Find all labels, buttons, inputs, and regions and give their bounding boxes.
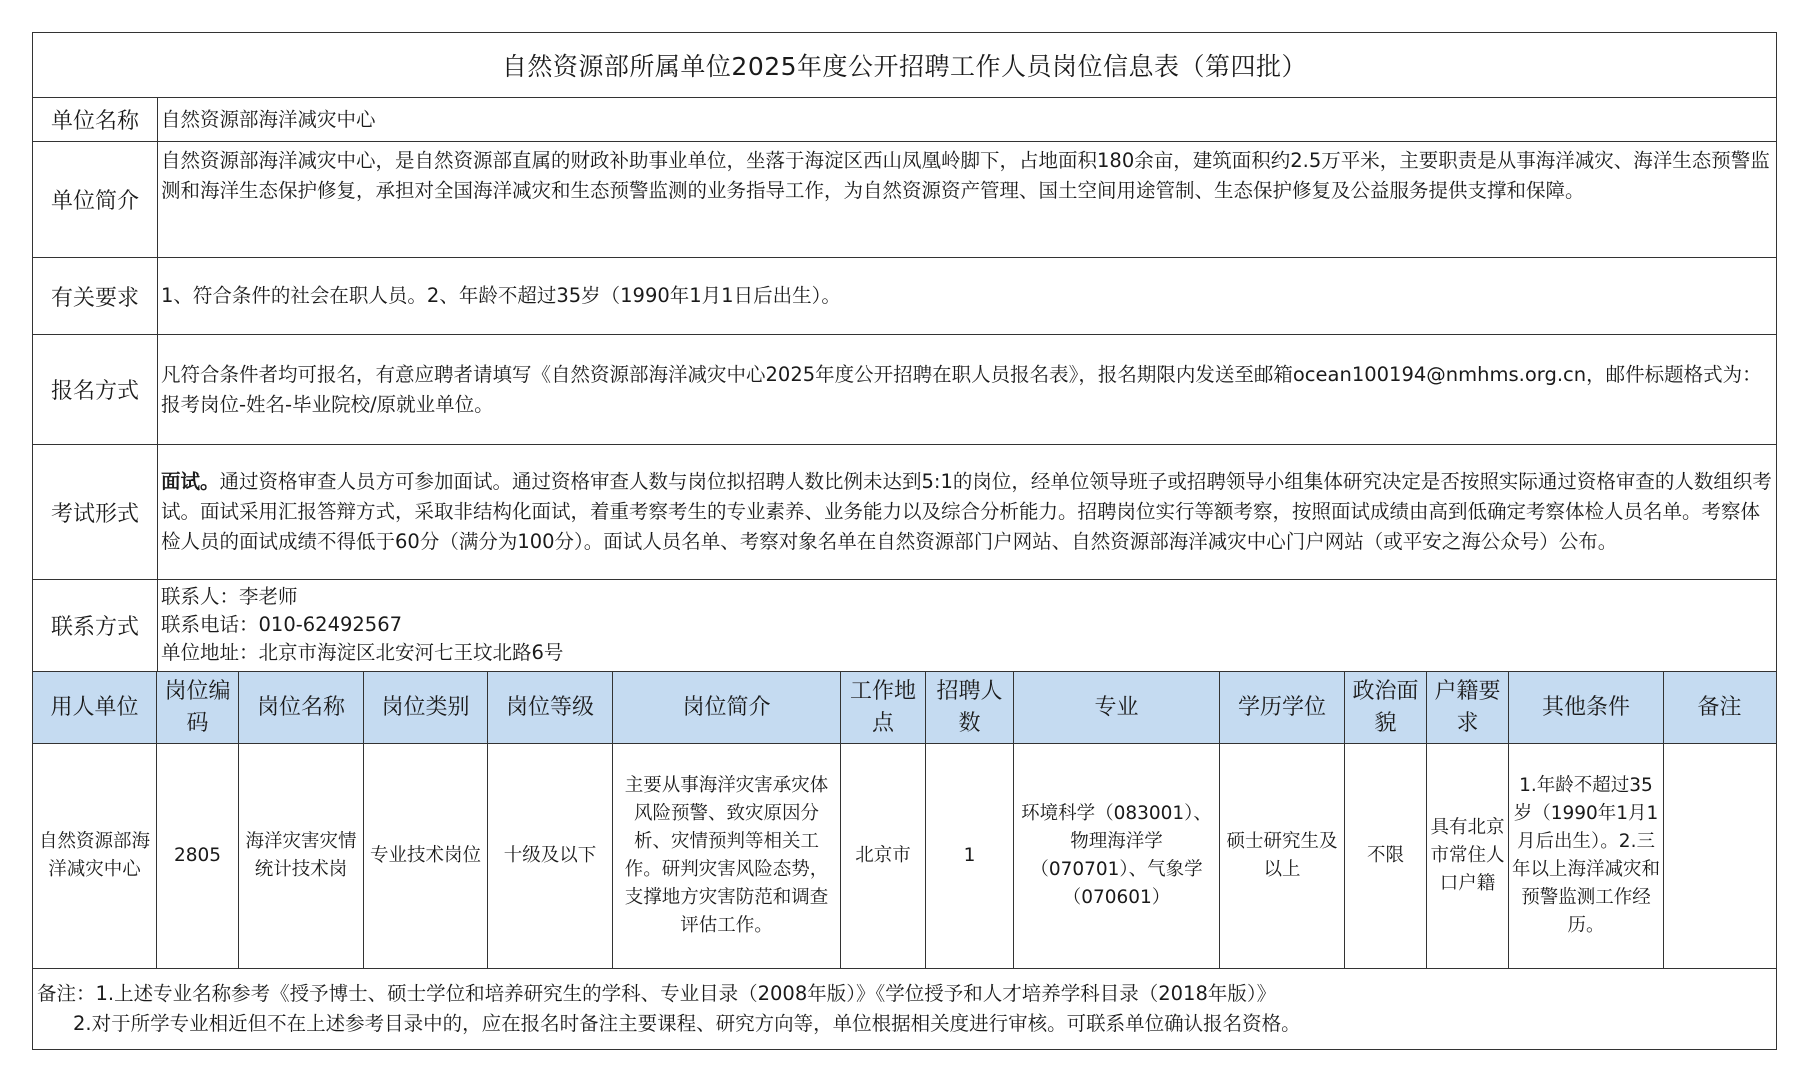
header-cell: 用人单位 [33,672,157,743]
cell-political-status: 不限 [1345,744,1427,968]
cell-work-location: 北京市 [841,744,926,968]
cell-headcount: 1 [926,744,1014,968]
exam-type-bold: 面试。 [161,470,220,493]
job-info-table [32,32,1777,1050]
requirements-value: 1、符合条件的社会在职人员。2、年龄不超过35岁（1990年1月1日后出生）。 [161,284,841,307]
contact-value [158,580,1776,671]
header-cell: 户籍要求 [1427,672,1509,743]
unit-name-value: 自然资源部海洋减灾中心 [161,107,376,131]
contact-phone: 联系电话：010-62492567 [161,612,403,636]
header-cell: 政治面貌 [1345,672,1427,743]
signup-label: 报名方式 [33,335,158,444]
header-cell: 岗位编码 [157,672,239,743]
unit-intro-label: 单位简介 [33,142,158,257]
note-line-1: 备注：1.上述专业名称参考《授予博士、硕士学位和培养研究生的学科、专业目录（2008年版）》《学位授予和人才培养学科目录（2018年版）》 [37,982,1277,1005]
header-cell: 学历学位 [1220,672,1345,743]
exam-label: 考试形式 [33,445,158,579]
header-cell: 专业 [1014,672,1220,743]
cell-position-name: 海洋灾害灾情统计技术岗 [239,744,364,968]
unit-intro-value: 自然资源部海洋减灾中心，是自然资源部直属的财政补助事业单位，坐落于海淀区西山凤凰岭脚下，占地面积180余亩，建筑面积约2.5万平米，主要职责是从事海洋减灾、海洋生态预警监测和海洋生态保护修复，承担对全国海洋减灾和生态预警监测的业务指导工作，为自然资源资产管理、国土空间用途管制、生态保护修复及公益服务提供支撑和保障。 [161,149,1770,202]
header-cell: 岗位类别 [364,672,488,743]
unit-name-row [33,98,1776,142]
note-line-2: 2.对于所学专业相近但不在上述参考目录中的，应在报名时备注主要课程、研究方向等，单位根据相关度进行审核。可联系单位确认报名资格。 [73,1012,1301,1035]
contact-person: 联系人：李老师 [161,584,298,608]
header-cell: 岗位简介 [613,672,841,743]
header-cell: 备注 [1697,694,1742,720]
header-cell: 招聘人数 [926,672,1014,743]
signup-value: 凡符合条件者均可报名，有意应聘者请填写《自然资源部海洋减灾中心2025年度公开招聘在职人员报名表》，报名期限内发送至邮箱ocean100194@nmhms.org.cn，邮件标题格式为：报考岗位-姓名-毕业院校/原就业单位。 [161,362,1762,416]
cell-employer: 自然资源部海洋减灾中心 [33,744,157,968]
cell-position-intro: 主要从事海洋灾害承灾体风险预警、致灾原因分析、灾情预判等相关工作。研判灾害风险态势，支撑地方灾害防范和调查评估工作。 [613,744,841,968]
position-table-header [33,672,1776,744]
cell-position-code: 2805 [157,744,239,968]
header-cell: 岗位名称 [239,672,364,743]
signup-row [33,335,1776,445]
cell-household-registration: 具有北京市常住人口户籍 [1427,744,1509,968]
unit-intro-row [33,142,1776,258]
requirements-label: 有关要求 [33,258,158,334]
cell-other-conditions: 1.年龄不超过35岁（1990年1月1月后出生）。2.三年以上海洋减灾和预警监测工作经历。 [1509,744,1664,968]
header-cell: 工作地点 [841,672,926,743]
cell-position-level: 十级及以下 [488,744,613,968]
table-title: 自然资源部所属单位2025年度公开招聘工作人员岗位信息表（第四批） [33,33,1776,98]
header-cell: 其他条件 [1509,672,1664,743]
contact-address: 单位地址：北京市海淀区北安河七王坟北路6号 [161,640,564,664]
cell-position-category: 专业技术岗位 [364,744,488,968]
cell-major: 环境科学（083001）、物理海洋学（070701）、气象学（070601） [1014,744,1220,968]
exam-value [158,445,1776,579]
cell-degree: 硕士研究生及以上 [1220,744,1345,968]
table-row [33,744,1776,969]
unit-name-label: 单位名称 [33,98,158,141]
header-cell: 岗位等级 [488,672,613,743]
exam-description: 通过资格审查人员方可参加面试。通过资格审查人数与岗位拟招聘人数比例未达到5:1的岗位，经单位领导班子或招聘领导小组集体研究决定是否按照实际通过资格审查的人数组织考试。面试采用汇报答辩方式，采取非结构化面试，着重考察考生的专业素养、业务能力以及综合分析能力。招聘岗位实行等额考察，按照面试成绩由高到低确定考察体检人员名单。考察体检人员的面试成绩不得低于60分（满分为100分）。面试人员名单、考察对象名单在自然资源部门户网站、自然资源部海洋减灾中心门户网站（或平安之海公众号）公布。 [161,470,1772,553]
requirements-row [33,258,1776,335]
notes-row [33,969,1776,1049]
contact-label: 联系方式 [33,580,158,671]
exam-row [33,445,1776,580]
contact-row [33,580,1776,672]
cell-remarks [1664,744,1775,968]
